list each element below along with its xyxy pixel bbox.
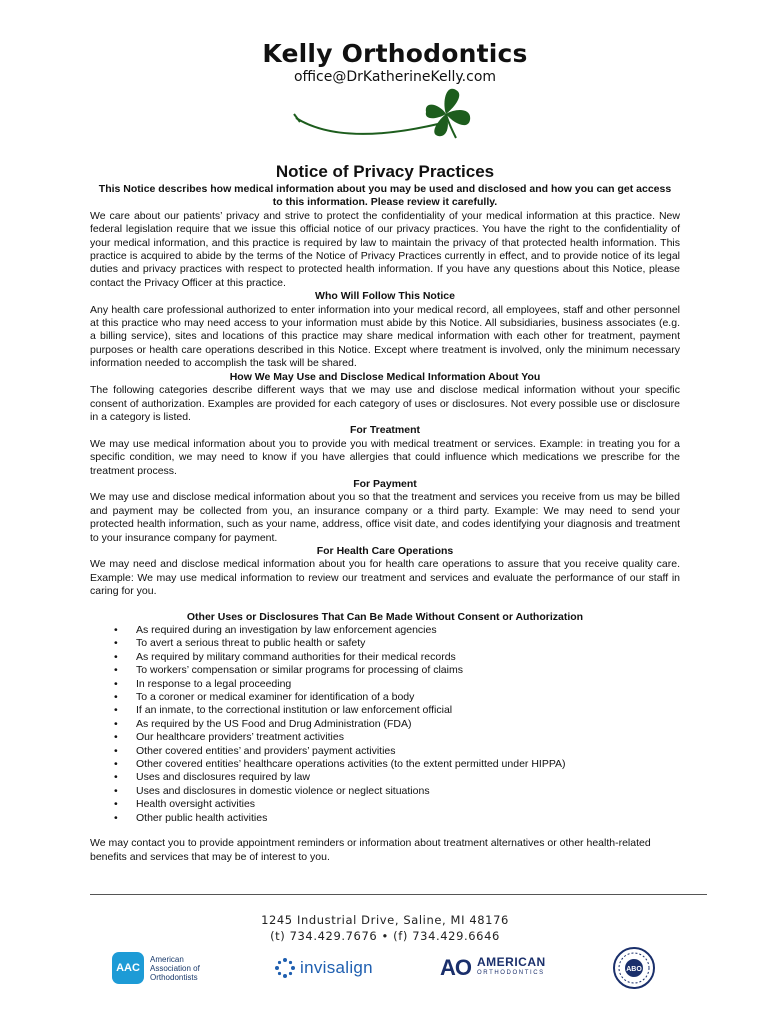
footer-divider — [90, 894, 707, 895]
invisalign-logo — [274, 944, 373, 992]
closing-paragraph: We may contact you to provide appointment reminders or information about treatment alternatives or other health-related benefits and services that may be of interest to you. — [90, 837, 651, 863]
bullet-icon: • — [114, 677, 118, 690]
section-heading: For Treatment — [349, 424, 420, 437]
invisalign-dots-icon — [274, 957, 296, 979]
list-item: • To a coroner or medical examiner for identification of a body — [114, 691, 415, 704]
section-heading: For Health Care Operations — [316, 544, 454, 557]
aac-logo — [112, 944, 200, 992]
list-item: • As required during an investigation by law enforcement agencies — [114, 624, 437, 636]
section-heading: For Payment — [353, 477, 417, 490]
ao-mark: AO — [440, 955, 471, 980]
ao-line1: AMERICAN — [477, 955, 546, 969]
list-item: • In response to a legal proceeding — [114, 677, 292, 690]
list-item: • Other covered entities’ healthcare operations activities (to the extent permitted under HIPPA) — [114, 758, 566, 771]
bullet-icon: • — [114, 731, 118, 744]
bullet-icon: • — [114, 624, 118, 636]
list-item: • To avert a serious threat to public health or safety — [114, 637, 366, 650]
section-body: Any health care professional authorized to enter information into your medical record, all employees, staff and other personnel at this practice who may need access to your information must abide by this Notice. All subsidiaries, business associates (e.g. a billing service), sites and locations of this practice may share medical information with each other for treatment, payment purposes or health care operations described in this Notice. Except where treatment is involved, only the minimum necessary information needed to accomplish the task will be shared. — [90, 303, 680, 370]
swoosh-line — [296, 118, 438, 134]
list-item: • Other public health activities — [114, 811, 268, 824]
list-item: • As required by the US Food and Drug Administration (FDA) — [114, 717, 412, 730]
section-body: We may use and disclose medical information about you so that the treatment and services you receive from us may be billed and payment may be collected from you, an insurance company or a third party. Example: We may need to send your protected health information, such as your name, address, office visit date, and codes identifying your diagnosis and treatment to your insurance company for payment. — [90, 491, 680, 544]
section-body: We may need and disclose medical information about you for health care operations to assure that you receive quality care. Example: We may use medical information to review our treatment and services and evaluate the performance of our staff in caring for you. — [90, 558, 680, 598]
privacy-notice — [90, 162, 680, 864]
bullet-icon: • — [114, 784, 118, 797]
bullet-icon: • — [114, 771, 118, 784]
section-body: We may use medical information about you to provide you with medical treatment or services. Example: in treating you for a specific condition, we may need to know if you have allergies that could influence which medications we prescribe for the treatment process. — [90, 437, 680, 477]
list-item: • Uses and disclosures required by law — [114, 771, 310, 784]
practice-name: Kelly Orthodontics — [262, 39, 528, 68]
bullet-icon: • — [114, 637, 118, 650]
bullet-icon: • — [114, 704, 118, 717]
bullet-icon: • — [114, 744, 118, 757]
aac-line: American — [150, 954, 184, 964]
practice-email[interactable]: office@DrKatherineKelly.com — [293, 69, 497, 85]
document-subtitle: This Notice describes how medical information about you may be used and disclosed and how you can get access to this information. Please review it carefully. — [98, 183, 672, 209]
list-item: • As required by military command authorities for their medical records — [114, 650, 456, 663]
intro-paragraph: We care about our patients’ privacy and strive to protect the confidentiality of your medical information at this practice. New federal legislation require that we issue this official notice of our privacy practices. You have the right to the confidentiality of your medical information, and this practice is required by law to maintain the privacy of that protected health information. This practice is acquired to abide by the terms of the Notice of Privacy Practices currently in effect, and to provide notice of its legal duties and privacy practices with respect to protected health information. If you have any questions about this Notice, please contact the Privacy Officer at this practice. — [90, 209, 680, 289]
american-orthodontics-logo — [440, 944, 546, 992]
four-leaf-clover-icon — [288, 80, 488, 150]
list-item: • If an inmate, to the correctional institution or law enforcement official — [114, 704, 453, 717]
other-uses-list — [90, 624, 680, 825]
bullet-icon: • — [114, 664, 118, 677]
abo-seal-icon — [612, 944, 656, 992]
bullet-icon: • — [114, 650, 118, 663]
affiliation-logos — [0, 944, 770, 994]
footer-address: 1245 Industrial Drive, Saline, MI 48176 — [261, 913, 509, 927]
invisalign-wordmark: invisalign — [300, 958, 373, 977]
footer-phone: (t) 734.429.7676 • (f) 734.429.6646 — [270, 929, 500, 943]
list-item: • Our healthcare providers’ treatment activities — [114, 731, 344, 744]
bullet-icon: • — [114, 717, 118, 730]
section-body: The following categories describe different ways that we may use and disclose medical information without your specific consent of authorization. Examples are provided for each category of uses or disclosures. Not every possible use or disclosure in a category is listed. — [90, 384, 680, 423]
section-heading: Who Will Follow This Notice — [315, 290, 455, 303]
ao-line2: ORTHODONTICS — [477, 970, 545, 976]
bullet-icon: • — [114, 758, 118, 771]
list-item: • Health oversight activities — [114, 798, 256, 811]
bullet-icon: • — [114, 691, 118, 704]
footer-contact — [0, 912, 770, 944]
other-uses-heading: Other Uses or Disclosures That Can Be Made Without Consent or Authorization — [186, 610, 584, 623]
list-item: • Uses and disclosures in domestic violence or neglect situations — [114, 784, 430, 797]
abo-seal-mark: ABO — [626, 966, 642, 973]
list-item: • To workers’ compensation or similar programs for processing of claims — [114, 664, 463, 677]
section-heading: How We May Use and Disclose Medical Information About You — [229, 370, 541, 383]
aac-line: Orthodontists — [150, 972, 198, 982]
document-title: Notice of Privacy Practices — [275, 162, 495, 181]
aac-line: Association of — [150, 963, 200, 973]
list-item: • Other covered entities’ and providers’ payment activities — [114, 744, 396, 757]
bullet-icon: • — [114, 811, 118, 824]
bullet-icon: • — [114, 798, 118, 811]
aac-mark: AAC — [112, 952, 144, 984]
